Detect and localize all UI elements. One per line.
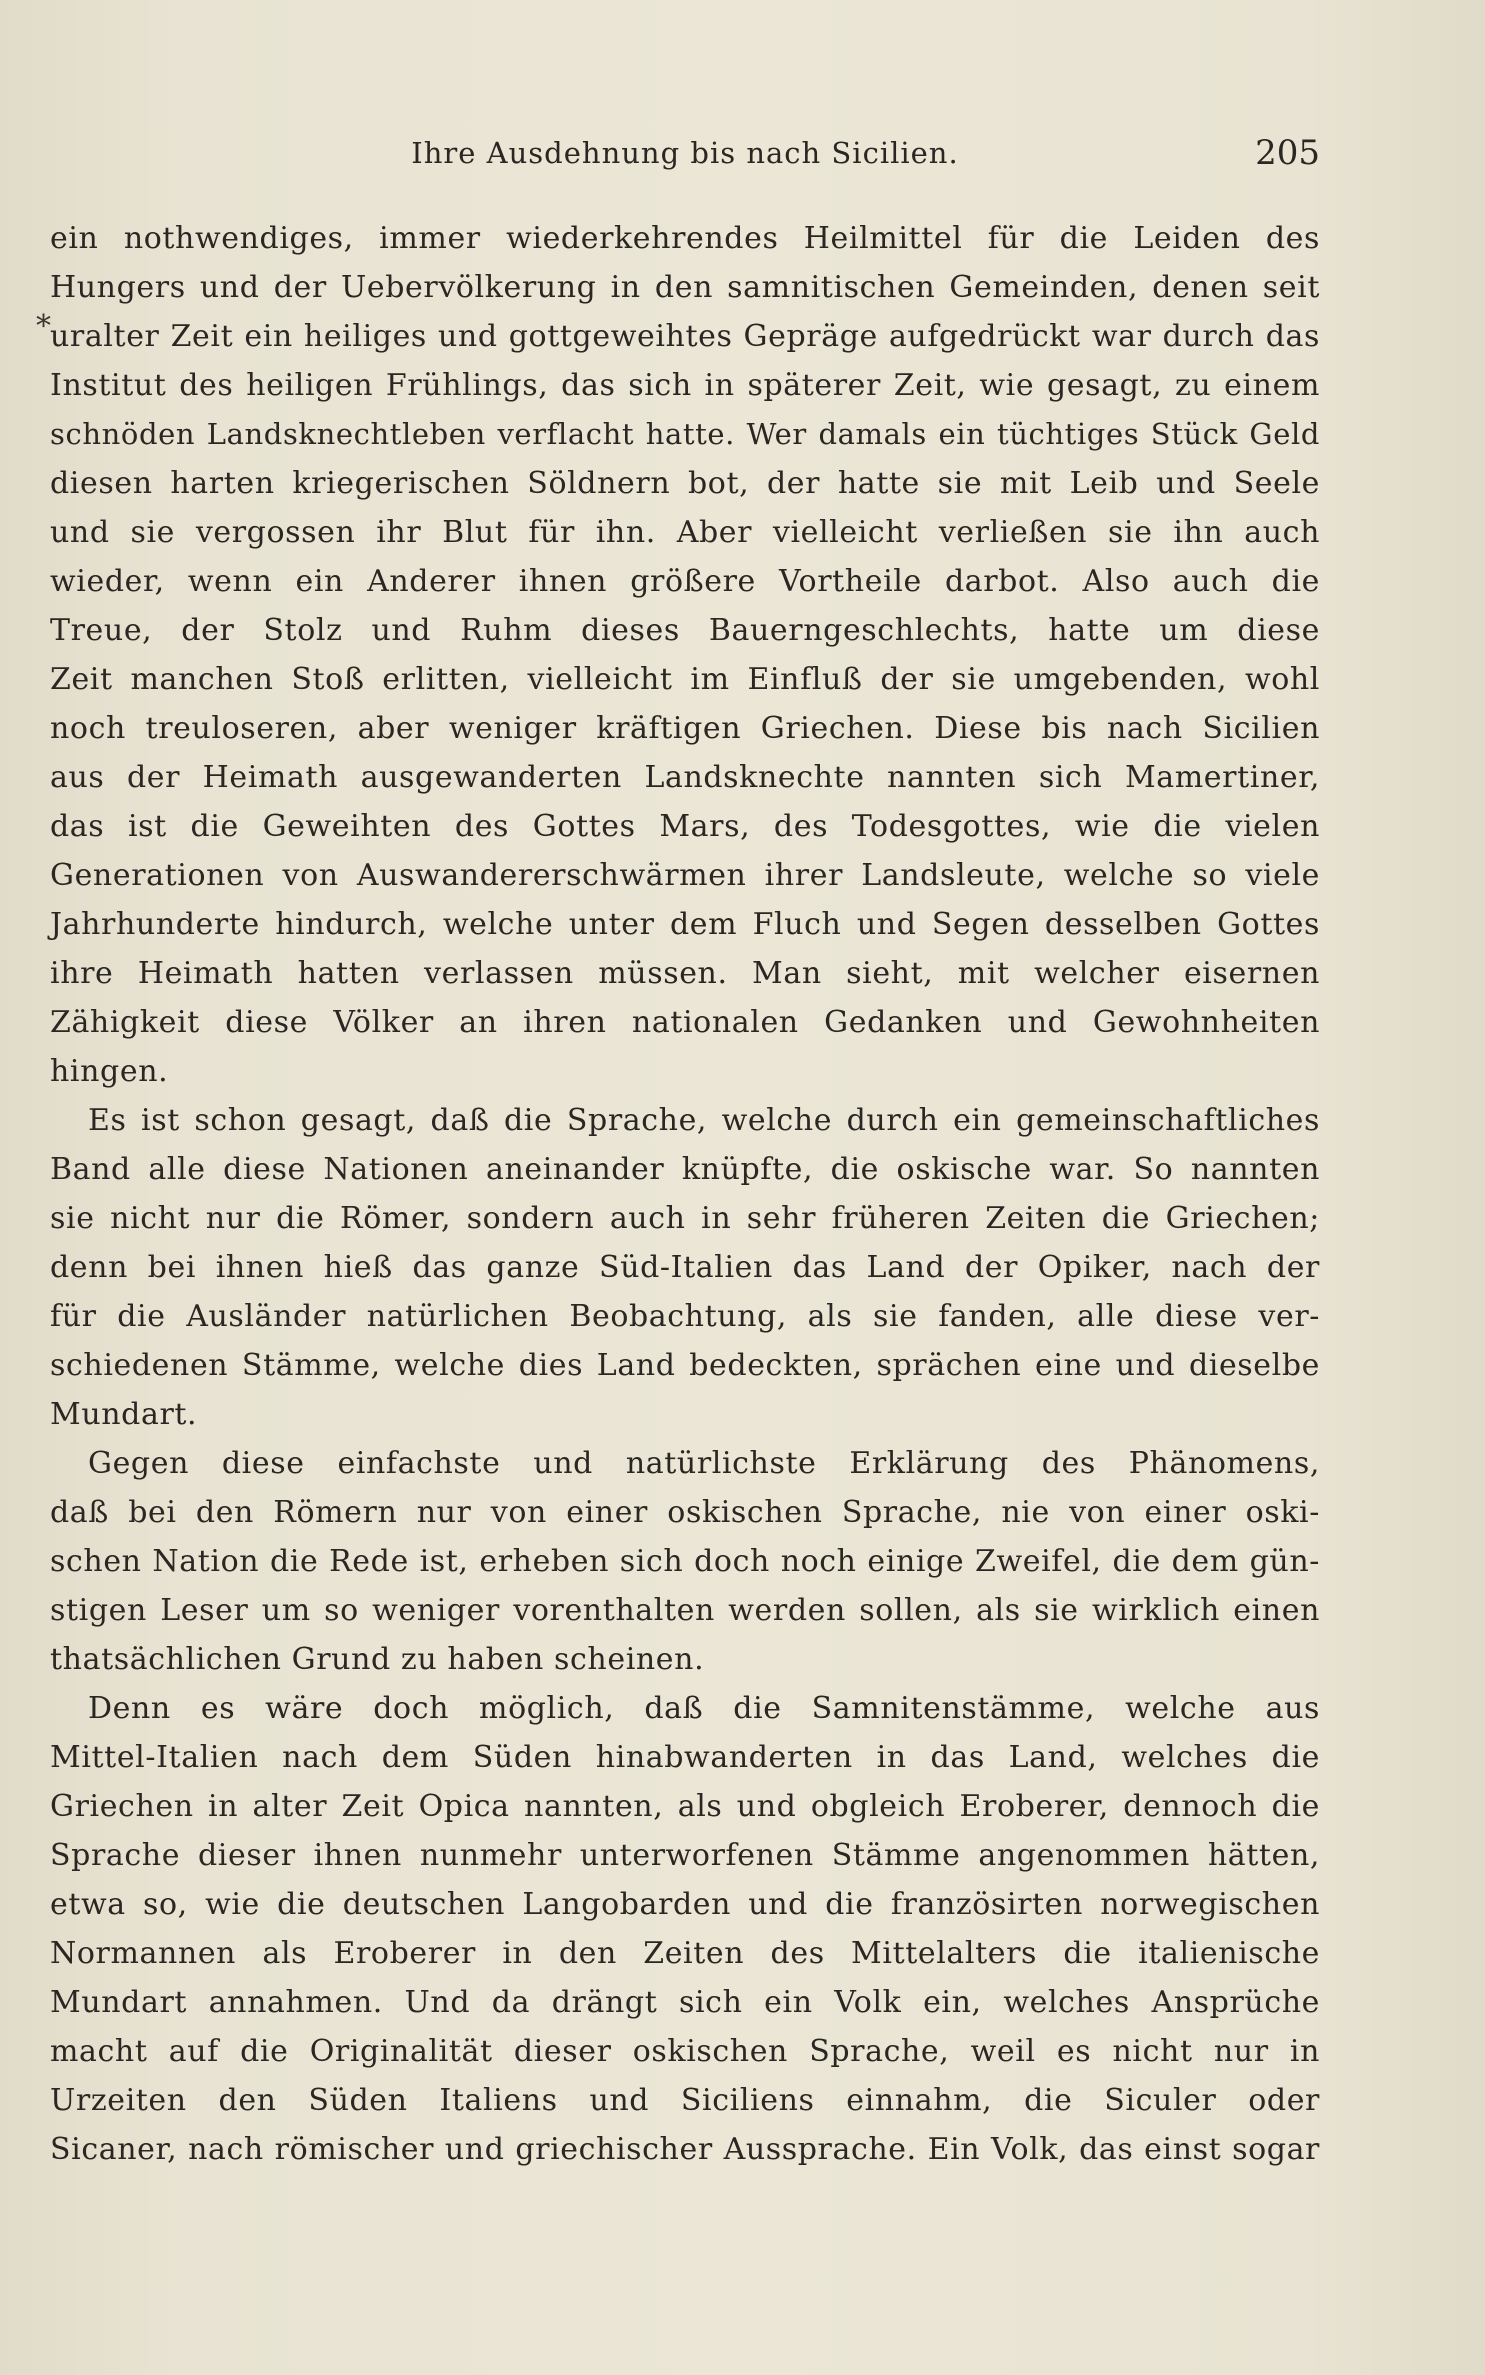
text-line: Institut des heiligen Frühlings, das sich in späterer Zeit, wie gesagt, zu einem bbox=[50, 368, 1320, 403]
text-line: Sprache dieser ihnen nunmehr unterworfenen Stämme angenommen hätten, bbox=[50, 1838, 1320, 1873]
text-line-paragraph-start: Es ist schon gesagt, daß die Sprache, welche durch ein gemeinschaftliches bbox=[88, 1103, 1320, 1138]
text-line: uralter Zeit ein heiliges und gottgeweihtes Gepräge aufgedrückt war durch das bbox=[50, 319, 1320, 354]
text-line: wieder, wenn ein Anderer ihnen größere Vortheile darbot. Also auch die bbox=[50, 564, 1320, 599]
text-line: Zähigkeit diese Völker an ihren nationalen Gedanken und Gewohnheiten bbox=[50, 1005, 1320, 1040]
text-line-paragraph-end: hingen. bbox=[50, 1054, 169, 1089]
margin-asterisk-mark: * bbox=[36, 309, 51, 344]
page-header bbox=[50, 128, 1320, 178]
running-head: Ihre Ausdehnung bis nach Sicilien. bbox=[411, 136, 959, 170]
text-line: Sicaner, nach römischer und griechischer Aussprache. Ein Volk, das einst sogar bbox=[50, 2132, 1320, 2167]
text-line: Mundart annahmen. Und da drängt sich ein Volk ein, welches Ansprüche bbox=[50, 1985, 1320, 2020]
text-line: Mittel-Italien nach dem Süden hinabwanderten in das Land, welches die bbox=[50, 1740, 1320, 1775]
page-number: 205 bbox=[1255, 133, 1320, 173]
text-line: noch treuloseren, aber weniger kräftigen Griechen. Diese bis nach Sicilien bbox=[50, 711, 1320, 746]
text-line: macht auf die Originalität dieser oskischen Sprache, weil es nicht nur in bbox=[50, 2034, 1320, 2069]
text-line: ihre Heimath hatten verlassen müssen. Man sieht, mit welcher eisernen bbox=[50, 956, 1320, 991]
text-line: für die Ausländer natürlichen Beobachtung, als sie fanden, alle diese ver- bbox=[50, 1299, 1320, 1334]
text-line: Urzeiten den Süden Italiens und Siciliens einnahm, die Siculer oder bbox=[50, 2083, 1320, 2118]
book-page bbox=[36, 0, 1370, 2375]
text-line: aus der Heimath ausgewanderten Landsknechte nannten sich Mamertiner, bbox=[50, 760, 1320, 795]
text-line: diesen harten kriegerischen Söldnern bot, der hatte sie mit Leib und Seele bbox=[50, 466, 1320, 501]
text-line: schen Nation die Rede ist, erheben sich doch noch einige Zweifel, die dem gün- bbox=[50, 1544, 1320, 1579]
text-line: und sie vergossen ihr Blut für ihn. Aber vielleicht verließen sie ihn auch bbox=[50, 515, 1320, 550]
text-line: Band alle diese Nationen aneinander knüpfte, die oskische war. So nannten bbox=[50, 1152, 1320, 1187]
text-line: Griechen in alter Zeit Opica nannten, als und obgleich Eroberer, dennoch die bbox=[50, 1789, 1320, 1824]
text-line-paragraph-start: Denn es wäre doch möglich, daß die Samnitenstämme, welche aus bbox=[88, 1691, 1320, 1726]
text-line-paragraph-start: Gegen diese einfachste und natürlichste Erklärung des Phänomens, bbox=[88, 1446, 1320, 1481]
text-line-paragraph-end: thatsächlichen Grund zu haben scheinen. bbox=[50, 1642, 705, 1677]
text-line-paragraph-end: Mundart. bbox=[50, 1397, 198, 1432]
text-line: denn bei ihnen hieß das ganze Süd-Italien das Land der Opiker, nach der bbox=[50, 1250, 1320, 1285]
text-line: sie nicht nur die Römer, sondern auch in sehr früheren Zeiten die Griechen; bbox=[50, 1201, 1320, 1236]
text-line: Jahrhunderte hindurch, welche unter dem Fluch und Segen desselben Gottes bbox=[50, 907, 1320, 942]
text-line: daß bei den Römern nur von einer oskischen Sprache, nie von einer oski- bbox=[50, 1495, 1320, 1530]
text-line: Hungers und der Uebervölkerung in den samnitischen Gemeinden, denen seit bbox=[50, 270, 1320, 305]
text-line: Treue, der Stolz und Ruhm dieses Bauerngeschlechts, hatte um diese bbox=[50, 613, 1320, 648]
text-line: etwa so, wie die deutschen Langobarden und die französirten norwegischen bbox=[50, 1887, 1320, 1922]
text-line: Zeit manchen Stoß erlitten, vielleicht im Einfluß der sie umgebenden, wohl bbox=[50, 662, 1320, 697]
text-line: Generationen von Auswandererschwärmen ihrer Landsleute, welche so viele bbox=[50, 858, 1320, 893]
text-line: schiedenen Stämme, welche dies Land bedeckten, sprächen eine und dieselbe bbox=[50, 1348, 1320, 1383]
text-line: stigen Leser um so weniger vorenthalten werden sollen, als sie wirklich einen bbox=[50, 1593, 1320, 1628]
text-line: schnöden Landsknechtleben verflacht hatte. Wer damals ein tüchtiges Stück Geld bbox=[50, 417, 1320, 451]
body-text bbox=[50, 214, 1320, 2174]
text-line: Normannen als Eroberer in den Zeiten des Mittelalters die italienische bbox=[50, 1936, 1320, 1971]
text-line: ein nothwendiges, immer wiederkehrendes Heilmittel für die Leiden des bbox=[50, 221, 1320, 256]
text-line: das ist die Geweihten des Gottes Mars, des Todesgottes, wie die vielen bbox=[50, 809, 1320, 844]
